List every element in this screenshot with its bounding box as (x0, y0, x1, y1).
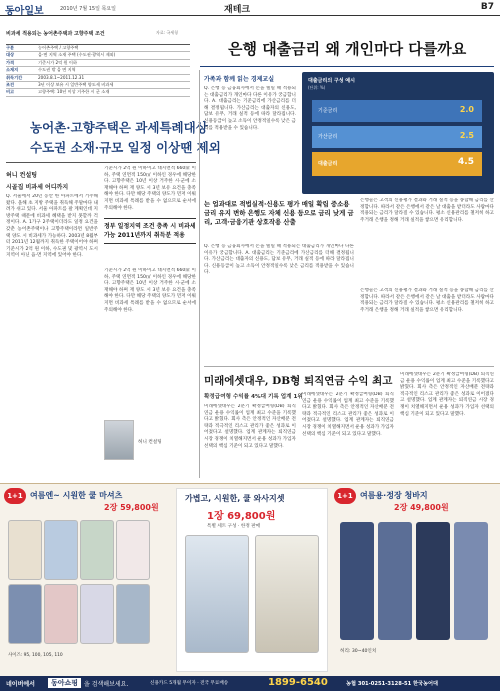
table-row: 대상 읍·면 지역 소재 주택 (수도권·광역시 제외) (6, 52, 190, 59)
footer-notice: 신용카드 5개월 무이자 · 전국 무료배송 (150, 681, 229, 686)
table-row: 취득기간 2003.8.1~2011.12.31 (6, 75, 190, 82)
shirt-image (116, 520, 150, 580)
table-row: 비고 고향주택: 10년 이상 거주한 시 군 소재 (6, 89, 190, 96)
divider (6, 162, 196, 163)
main-headline: 농어촌·고향주택은 과세특례대상 (30, 120, 208, 135)
page-number: B7 (480, 2, 494, 12)
footer-search-suffix: 을 검색해보세요. (84, 681, 129, 688)
bottom-subhead: 확정급여형 수익률 4%대 기록 업계 1위 (204, 394, 303, 400)
page-header (0, 0, 500, 16)
chart-row: 대출금리 4.5 (312, 152, 482, 176)
section-title: 재테크 (224, 5, 251, 15)
bottom-body-2: 미래에셋대우는 2분기 확정급여형(DB) 퇴직연금 운용 수익률이 업계 최고 수준을 기록했다고 밝혔다. 회사 측은 안정적인 자산배분 전략과 적극적인 리스크 관리가 좋은 성과로 이어졌다고 설명했다. 업계 관계자는 퇴직연금 시장 경쟁이 치열해지면서 운용 성과가 가입자 선택의 핵심 기준이 되고 있다고 말했다. (302, 392, 394, 437)
jeans-image (378, 522, 412, 640)
table-unit: 자료: 국세청 (156, 30, 178, 35)
ad-right[interactable] (334, 488, 496, 672)
footer-brand: 네이버에서 (6, 681, 35, 688)
shirt-image (8, 520, 42, 580)
promo-badge: 1+1 (4, 488, 26, 504)
article-body: Q. 서울에서 20년 동안 한 아파트에서 거주해 왔다. 올해 초 지방 주택을 취득해 주말마다 내려가 쉬고 있다. 서울 아파트를 팔 계획인데 지방주택 때문에 비과세 혜택을 받지 못할까 걱정이다. A. 1가구 2주택이더라도 일정 요건을 갖춘 농어촌주택이나 고향주택이라면 일반주택 양도 시 비과세가 가능하다. 2003년 8월부터 2011년 12월까지 취득한 주택이어야 하며 기준시가 2억 원 이하, 수도권 및 광역시 도시지역이 아닌 읍·면 지역에 있어야 한다. (6, 194, 98, 259)
article-body-3: 기준시가 2억 원 이하이고 대지면적 660㎡ 이하, 주택 연면적 150㎡ 이하인 경우에 해당한다. 고향주택은 10년 이상 거주한 시·군에 소재해야 하며 재 양도 시 3년 보유 요건을 충족해야 한다. 다만 해당 주택의 양도가 먼저 이뤄지면 비과세 특례를 받을 수 없으므로 순서에 주의해야 한다. (104, 268, 196, 313)
ad-left-price: 2장 59,800원 (104, 503, 159, 512)
ad-middle[interactable] (176, 488, 328, 672)
shirt-image (116, 584, 150, 644)
table-row: 조건 3년 이상 보유 시 일반주택 양도세 비과세 (6, 82, 190, 89)
eligibility-table (6, 44, 190, 97)
jeans-image (340, 522, 374, 640)
section-divider (204, 366, 494, 367)
bottom-body-3: 미래에셋대우는 2분기 확정급여형(DB) 퇴직연금 운용 수익률이 업계 최고 수준을 기록했다고 밝혔다. 회사 측은 안정적인 자산배분 전략과 적극적인 리스크 관리가 좋은 성과로 이어졌다고 설명했다. 업계 관계자는 퇴직연금 시장 경쟁이 치열해지면서 운용 성과가 가입자 선택의 핵심 기준이 되고 있다고 말했다. (400, 372, 494, 417)
ad-left[interactable] (4, 488, 170, 672)
phone-number[interactable]: 1899-6540 (268, 677, 328, 688)
right-body-2: 은행들은 고객의 신용평가 결과와 거래 실적 등을 종합해 금리를 산정합니다. 따라서 같은 은행에서 같은 날 대출을 받더라도 사람마다 적용되는 금리가 달라질 수 있습니다. 평소 신용관리를 철저히 하고 주거래 은행을 정해 거래 실적을 쌓으면 유리합니다. (360, 198, 494, 223)
ad-mid-title: 가볍고, 시원한, 쿨 와사지셋 (185, 494, 285, 503)
chart-row: 가산금리 2.5 (312, 126, 482, 148)
ad-mid-note: 특별 세트 구성 · 한정 판매 (207, 524, 261, 529)
pull-quote: 정부 일정지역 조건 충족 시 비과세 가능 2011년까지 취득분 적용 (104, 218, 196, 244)
ad-mid-price: 1장 69,800원 (207, 511, 276, 522)
banner-rule (200, 66, 494, 67)
jeans-image (454, 522, 488, 640)
jacket-image (185, 535, 249, 653)
main-subheadline: 수도권 소재·규모 일정 이상땐 제외 (30, 140, 221, 155)
rate-chart (302, 72, 494, 194)
masthead: 동아일보 (5, 6, 44, 17)
bank-account: 농협 301-0251-3128-51 한국농어대 (346, 681, 439, 687)
ad-right-note: 허리: 30~40인치 (340, 649, 377, 654)
table-caption: 비과세 적용되는 농어촌주택과 고향주택 조건 (6, 31, 105, 37)
right-body-4: 은행들은 고객의 신용평가 결과와 거래 실적 등을 종합해 금리를 산정합니다. 따라서 같은 은행에서 같은 날 대출을 받더라도 사람마다 적용되는 금리가 달라질 수 있습니다. 평소 신용관리를 철저히 하고 주거래 은행을 정해 거래 실적을 쌓으면 유리합니다. (360, 288, 494, 313)
byline: 허니 컨설팅 (6, 172, 38, 179)
shirt-image (8, 584, 42, 644)
ad-footer[interactable] (0, 676, 500, 691)
ad-right-title: 여름용·정장 청바지 (360, 491, 428, 500)
table-row: 구분 농어촌주택 / 고향주택 (6, 45, 190, 52)
right-body-3: Q. 은행 등 금융회사에서 돈을 빌릴 때 적용되는 대출금리가 개인마다 다른 이유가 궁금합니다. A. 대출금리는 기준금리에 가산금리를 더해 결정됩니다. 가산금리는 대출자의 신용도, 담보 유무, 거래 실적 등에 따라 달라집니다. 신용등급이 높고 소득이 안정적일수록 낮은 금리를 적용받을 수 있습니다. (204, 244, 354, 276)
article-body-2: 기준시가 2억 원 이하이고 대지면적 660㎡ 이하, 주택 연면적 150㎡ 이하인 경우에 해당한다. 고향주택은 10년 이상 거주한 시·군에 소재해야 하며 재 양도 시 3년 보유 요건을 충족해야 한다. 다만 해당 주택의 양도가 먼저 이뤄지면 비과세 특례를 받을 수 없으므로 순서에 주의해야 한다. (104, 166, 196, 211)
shirt-image (44, 520, 78, 580)
right-caption: 가족과 함께 읽는 경제교실 (204, 76, 275, 83)
author-caption: 허니 컨설팅 (138, 440, 162, 445)
promo-badge: 1+1 (334, 488, 356, 504)
search-keyword[interactable]: 동아쇼핑 (48, 678, 81, 688)
chart-unit: (단위: %) (308, 85, 326, 90)
table-row: 소재지 수도권 밖 읍 면 지역 (6, 67, 190, 74)
right-headline: 는 업과대로 적법실적·신용도 평가 매일 확립 중소용 금리 유지 변하 은행도 자체 신용 등으로 금리 낮게 금리, 고객·금융기관 상호작용 산출 (204, 200, 354, 226)
chart-row: 기준금리 2.0 (312, 100, 482, 122)
author-photo (104, 420, 134, 460)
ad-right-price: 2장 49,800원 (394, 503, 449, 512)
shirt-image (80, 520, 114, 580)
ad-left-title: 여름엔~ 시원한 쿨 마셔츠 (30, 491, 123, 500)
bottom-body: 미래에셋대우는 2분기 확정급여형(DB) 퇴직연금 운용 수익률이 업계 최고 수준을 기록했다고 밝혔다. 회사 측은 안정적인 자산배분 전략과 적극적인 리스크 관리가 좋은 성과로 이어졌다고 설명했다. 업계 관계자는 퇴직연금 시장 경쟁이 치열해지면서 운용 성과가 가입자 선택의 핵심 기준이 되고 있다고 말했다. (204, 404, 296, 449)
shirt-image (80, 584, 114, 644)
banner-headline: 은행 대출금리 왜 개인마다 다를까요 (228, 40, 467, 58)
jeans-image (416, 522, 450, 640)
table-row: 가격 기준시가 2억 원 이하 (6, 60, 190, 67)
jacket-image (255, 535, 319, 653)
column-separator (199, 70, 200, 478)
article-subhead: 시골집 비과세 어디까지 (6, 184, 69, 191)
shirt-image (44, 584, 78, 644)
right-body: Q. 은행 등 금융회사에서 돈을 빌릴 때 적용되는 대출금리가 개인마다 다른 이유가 궁금합니다. A. 대출금리는 기준금리에 가산금리를 더해 결정됩니다. 가산금리는 대출자의 신용도, 담보 유무, 거래 실적 등에 따라 달라집니다. 신용등급이 높고 소득이 안정적일수록 낮은 금리를 적용받을 수 있습니다. (204, 86, 296, 131)
chart-title: 대출금리의 구성 예시 (308, 78, 355, 84)
ad-left-sizes: 사이즈: 95, 100, 105, 110 (8, 653, 63, 658)
issue-date: 2010년 7월 15일 목요일 (60, 6, 117, 12)
bottom-headline: 미래에셋대우, DB형 퇴직연금 수익 최고 (204, 375, 393, 387)
